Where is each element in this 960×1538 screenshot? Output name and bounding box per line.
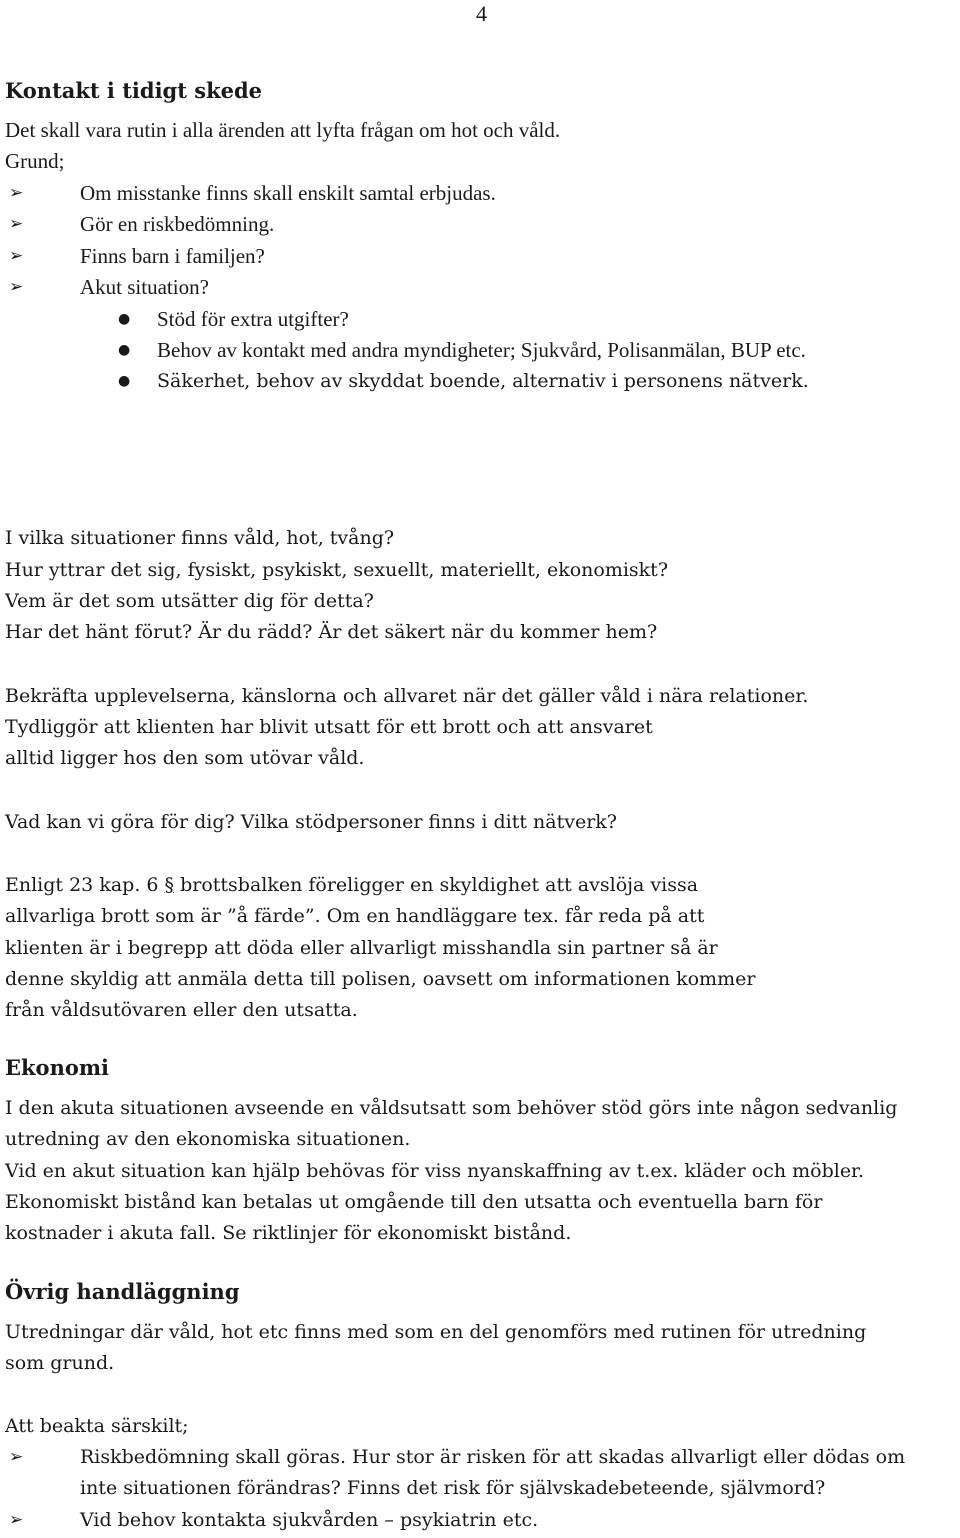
arrow-bullet-icon: ➢ — [9, 246, 24, 266]
bullet-item: Behov av kontakt med andra myndigheter; Sjukvård, Polisanmälan, BUP etc. — [157, 338, 806, 362]
arrow-bullet-icon: ➢ — [9, 1447, 24, 1467]
question-line: Hur yttrar det sig, fysiskt, psykiskt, sexuellt, materiellt, ekonomiskt? — [5, 559, 669, 581]
ekonomi-line: I den akuta situationen avseende en våldsutsatt som behöver stöd görs inte någon sedvanlig — [5, 1097, 898, 1119]
arrow-item: Akut situation? — [80, 275, 209, 299]
help-question: Vad kan vi göra för dig? Vilka stödpersoner finns i ditt nätverk? — [5, 811, 617, 833]
law-line — [5, 871, 698, 899]
arrow-item: Finns barn i familjen? — [80, 244, 265, 268]
dot-bullet-icon: ● — [118, 342, 131, 358]
arrow-bullet-icon: ➢ — [9, 214, 24, 234]
ekonomi-line: Vid en akut situation kan hjälp behövas för viss nyanskaffning av t.ex. kläder och möbler. — [5, 1160, 865, 1182]
bullet-item: Stöd för extra utgifter? — [157, 307, 349, 331]
arrow-item: Gör en riskbedömning. — [80, 212, 275, 236]
heading-ovrig: Övrig handläggning — [5, 1279, 240, 1304]
heading-kontakt: Kontakt i tidigt skede — [5, 78, 263, 103]
arrow-bullet-icon: ➢ — [9, 183, 24, 203]
ekonomi-line: Ekonomiskt bistånd kan betalas ut omgående till den utsatta och eventuella barn för — [5, 1191, 823, 1213]
law-text: brottsbalken föreligger en skyldighet att avslöja vissa — [174, 874, 699, 896]
law-text: Enligt 23 kap. 6 — [5, 874, 165, 896]
intro-text: Det skall vara rutin i alla ärenden att lyfta frågan om hot och våld. — [5, 118, 561, 142]
heading-ekonomi: Ekonomi — [5, 1055, 110, 1080]
question-line: Har det hänt förut? Är du rädd? Är det säkert när du kommer hem? — [5, 621, 658, 643]
arrow-item: Riskbedömning skall göras. Hur stor är risken för att skadas allvarligt eller dödas om — [80, 1446, 906, 1468]
confirm-line: Bekräfta upplevelserna, känslorna och allvaret när det gäller våld i nära relationer. — [5, 685, 809, 707]
arrow-bullet-icon: ➢ — [9, 277, 24, 297]
law-line: från våldsutövaren eller den utsatta. — [5, 999, 358, 1021]
law-line: klienten är i begrepp att döda eller allvarligt misshandla sin partner så är — [5, 937, 718, 959]
question-line: I vilka situationer finns våld, hot, tvång? — [5, 527, 395, 549]
ekonomi-line: utredning av den ekonomiska situationen. — [5, 1128, 411, 1150]
arrow-item: Vid behov kontakta sjukvården – psykiatrin etc. — [80, 1509, 539, 1531]
page-number: 4 — [476, 1, 487, 26]
arrow-bullet-icon: ➢ — [9, 1510, 24, 1530]
confirm-line: Tydliggör att klienten har blivit utsatt för ett brott och att ansvaret — [5, 716, 653, 738]
law-line: denne skyldig att anmäla detta till polisen, oavsett om informationen kommer — [5, 968, 756, 990]
question-line: Vem är det som utsätter dig för detta? — [5, 590, 374, 612]
ekonomi-line: kostnader i akuta fall. Se riktlinjer för ekonomiskt bistånd. — [5, 1222, 572, 1244]
dot-bullet-icon: ● — [118, 373, 131, 389]
arrow-item: Om misstanke finns skall enskilt samtal erbjudas. — [80, 181, 496, 205]
law-line: allvarliga brott som är ”å färde”. Om en handläggare tex. får reda på att — [5, 905, 705, 927]
ovrig-line: som grund. — [5, 1352, 115, 1374]
confirm-line: alltid ligger hos den som utövar våld. — [5, 747, 365, 769]
paragraph-symbol: § — [164, 874, 175, 896]
grund-label: Grund; — [5, 149, 65, 173]
arrow-item-continuation: inte situationen förändras? Finns det risk för självskadebeteende, självmord? — [80, 1477, 826, 1499]
dot-bullet-icon: ● — [118, 311, 131, 327]
bullet-item: Säkerhet, behov av skyddat boende, alternativ i personens nätverk. — [157, 370, 809, 392]
beakta-label: Att beakta särskilt; — [5, 1415, 189, 1437]
ovrig-line: Utredningar där våld, hot etc finns med som en del genomförs med rutinen för utredning — [5, 1321, 867, 1343]
